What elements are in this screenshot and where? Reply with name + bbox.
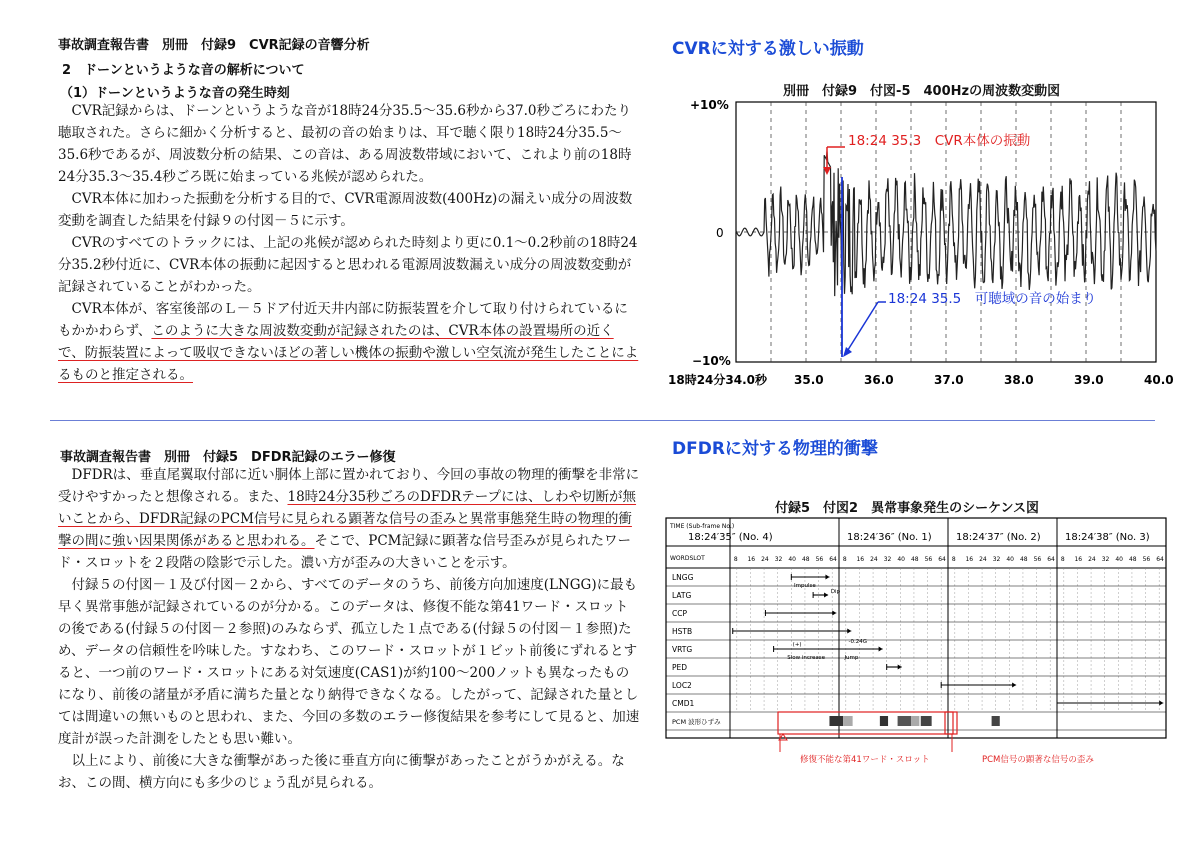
frame-label: 18:24′35″ (No. 4) bbox=[688, 532, 773, 543]
paragraph: CVRのすべてのトラックには、上記の兆候が認められた時刻より更に0.1～0.2秒前の18時24分35.2秒付近に、CVR本体の振動に起因すると思われる電源周波数漏えい成分の周波数変動が記録されていることがわかった。 bbox=[58, 235, 638, 295]
word-slot-label: 24 bbox=[1088, 556, 1096, 563]
blue-marker-leader bbox=[846, 302, 878, 353]
word-slot-label: 8 bbox=[842, 556, 847, 563]
row-label: LNGG bbox=[672, 573, 694, 582]
pcm-distortion-block bbox=[992, 716, 1000, 726]
subsection-heading: （1）ドーンというような音の発生時刻 bbox=[60, 86, 290, 101]
event-arrowhead bbox=[879, 647, 883, 652]
x-tick-label: 36.0 bbox=[864, 373, 894, 387]
y-tick-label: +10% bbox=[690, 98, 729, 112]
event-arrowhead bbox=[1012, 683, 1016, 688]
frame-label: 18:24′37″ (No. 2) bbox=[956, 532, 1041, 543]
event-arrowhead bbox=[1159, 701, 1163, 706]
word-slot-label: 56 bbox=[815, 556, 824, 563]
event-label: Dip bbox=[830, 589, 841, 595]
pcm-distortion-block bbox=[921, 716, 932, 726]
dfdr-body-text bbox=[58, 464, 640, 794]
word-slot-label: 56 bbox=[924, 556, 933, 563]
cvr-chart-title: 別冊 付録9 付図-5 400Hzの周波数変動図 bbox=[783, 84, 1061, 99]
word-slot-label: 40 bbox=[897, 556, 905, 563]
report-header-dfdr: 事故調査報告書 別冊 付録5 DFDR記録のエラー修復 bbox=[60, 450, 396, 465]
row-label: CCP bbox=[672, 609, 687, 618]
report-header-cvr: 事故調査報告書 別冊 付録9 CVR記録の音響分析 bbox=[58, 38, 370, 53]
event-label: Slow increase bbox=[787, 655, 826, 661]
x-tick-label: 35.0 bbox=[794, 373, 824, 387]
word-slot-label: 64 bbox=[829, 556, 837, 563]
paragraph: CVR本体に加わった振動を分析する目的で、CVR電源周波数(400Hz)の漏えい成分の周波数変動を調査した結果を付録９の付図－５に示す。 bbox=[58, 191, 633, 229]
word-slot-label: 32 bbox=[992, 556, 1001, 563]
row-label: CMD1 bbox=[672, 699, 695, 708]
x-tick-label: 39.0 bbox=[1074, 373, 1104, 387]
section-divider bbox=[50, 420, 1155, 421]
cvr-section-title: CVRに対する激しい振動 bbox=[672, 39, 864, 59]
dfdr-sequence-chart bbox=[664, 516, 1172, 776]
pcm-light-distortion bbox=[843, 716, 853, 726]
word-slot-label: 32 bbox=[883, 556, 892, 563]
word-slot-label: 64 bbox=[1156, 556, 1164, 563]
row-label: HSTB bbox=[672, 627, 693, 636]
word-slot-label: 16 bbox=[965, 556, 974, 563]
word-slot-label: 40 bbox=[788, 556, 796, 563]
word-slot-label: 56 bbox=[1033, 556, 1042, 563]
word-slot-label: 16 bbox=[1074, 556, 1083, 563]
frame-label: 18:24′38″ (No. 3) bbox=[1065, 532, 1150, 543]
pcm-distortion-block bbox=[880, 716, 888, 726]
word-slot-label: 8 bbox=[1060, 556, 1065, 563]
word-slot-label: 48 bbox=[1128, 556, 1137, 563]
event-arrowhead bbox=[825, 575, 829, 580]
paragraph bbox=[58, 464, 640, 574]
row-label: VRTG bbox=[672, 645, 693, 654]
word-slot-label: 24 bbox=[761, 556, 769, 563]
time-header: TIME (Sub-frame No.) bbox=[670, 523, 735, 530]
distortion-box bbox=[945, 712, 957, 734]
word-slot-label: 32 bbox=[774, 556, 783, 563]
cvr-frequency-chart bbox=[660, 95, 1180, 395]
paragraph: 以上により、前後に大きな衝撃があった後に垂直方向に衝撃があったことがうかがえる。なお、この間、横方向にも多少のじょう乱が見られる。 bbox=[58, 753, 625, 791]
cvr-body-text bbox=[58, 100, 640, 386]
event-label: Impulse bbox=[794, 583, 816, 589]
row-label: PCM 波形ひずみ bbox=[672, 718, 721, 726]
event-arrowhead bbox=[832, 611, 836, 616]
row-label: LOC2 bbox=[672, 681, 692, 690]
word-slot-label: 48 bbox=[910, 556, 919, 563]
word-slot-label: 48 bbox=[801, 556, 810, 563]
dfdr-chart-title: 付録5 付図2 異常事象発生のシーケンス図 bbox=[775, 501, 1040, 516]
event-arrowhead bbox=[847, 629, 851, 634]
annotation-unrecoverable: 修復不能な第41ワード・スロット bbox=[800, 755, 930, 765]
red-annotation: 18:24 35.3 CVR本体の振動 bbox=[848, 133, 1031, 149]
annotation-distortion: PCM信号の顕著な信号の歪み bbox=[982, 755, 1094, 765]
event-label: (+) bbox=[792, 642, 802, 648]
y-tick-label: 0 bbox=[716, 226, 724, 240]
highlighted-conclusion: このように大きな周波数変動が記録されたのは、CVR本体の設置場所の近くで、防振装置によって吸収できないほどの著しい機体の振動や激しい空気流が発生したことによるものと推定される。 bbox=[58, 323, 639, 383]
x-tick-label: 40.0 bbox=[1144, 373, 1174, 387]
x-tick-label: 38.0 bbox=[1004, 373, 1034, 387]
pcm-distortion-block bbox=[898, 716, 912, 726]
word-slot-label: 8 bbox=[733, 556, 738, 563]
paragraph: CVR記録からは、ドーンというような音が18時24分35.5～35.6秒から37.0秒ごろにわたり聴取された。さらに細かく分析すると、最初の音の始まりは、耳で聴く限り18時24分35.5～35.6秒であるが、周波数分析の結果、この音は、ある周波数帯域において、これより前の18時24分35.3～35.4秒ごろ既に始まっている兆候が認められた。 bbox=[58, 103, 632, 185]
word-slot-label: 16 bbox=[747, 556, 756, 563]
word-slot-label: 32 bbox=[1101, 556, 1110, 563]
paragraph-text: CVR本体が、客室後部のＬ－５ドア付近天井内部に防振装置を介して取り付けられているにもかかわらず、 bbox=[58, 301, 628, 339]
word-slot-label: 8 bbox=[951, 556, 956, 563]
word-slot-label: 40 bbox=[1006, 556, 1014, 563]
event-label: -0.24G bbox=[848, 639, 868, 645]
y-tick-label: −10% bbox=[692, 354, 731, 368]
event-arrowhead bbox=[898, 665, 902, 670]
row-label: PED bbox=[672, 663, 688, 672]
word-slot-label: 24 bbox=[979, 556, 987, 563]
wordslot-header: WORDSLOT bbox=[670, 555, 705, 562]
event-arrowhead bbox=[824, 593, 828, 598]
frame-label: 18:24′36″ (No. 1) bbox=[847, 532, 932, 543]
paragraph-text: そこで、PCM記録に顕著な信号歪みが見られたワード・スロットを２段階の陰影で示した。濃い方が歪みの大きいことを示す。 bbox=[58, 533, 631, 571]
section-heading: 2 ドーンというような音の解析について bbox=[62, 63, 305, 78]
paragraph bbox=[58, 298, 640, 386]
row-label: LATG bbox=[672, 591, 692, 600]
pcm-light-distortion bbox=[911, 716, 919, 726]
x-tick-label: 18時24分34.0秒 bbox=[668, 373, 768, 387]
word-slot-label: 16 bbox=[856, 556, 865, 563]
paragraph: 付録５の付図－１及び付図－２から、すべてのデータのうち、前後方向加速度(LNGG)に最も早く異常事態が記録されているのが分かる。このデータは、修復不能な第41ワード・スロットの後である(付録５の付図－２参照)のみならず、孤立した１点である(付録５の付図－１参照)ため、データの信頼性を吟味した。すなわち、このワード・スロットが１ビット前後にずれるとすると、一つ前のワード・スロットにある対気速度(CAS1)が約100～200ノットも異なったものになり、前後の諸量が矛盾に満ちた量となり納得できなくなる。したがって、記録された量としては間違いの無いものと思われ、また、今回の多数のエラー修復結果を参考にして見ると、加速度計が誤った計測をしたとも思い難い。 bbox=[58, 577, 640, 747]
blue-annotation: 18:24 35.5 可聴域の音の始まり bbox=[888, 291, 1097, 307]
pcm-distortion-block bbox=[829, 716, 843, 726]
word-slot-label: 56 bbox=[1142, 556, 1151, 563]
word-slot-label: 64 bbox=[938, 556, 946, 563]
blue-marker-arrow bbox=[843, 347, 852, 357]
word-slot-label: 24 bbox=[870, 556, 878, 563]
highlighted-causal-text: 18時24分35秒ごろのDFDRテープには、しわや切断が無いことから、DFDR記録のPCM信号に見られる顕著な信号の歪みと異常事態発生時の物理的衝撃の間に強い因果関係があると思われる。 bbox=[58, 489, 637, 549]
x-tick-label: 37.0 bbox=[934, 373, 964, 387]
word-slot-label: 40 bbox=[1115, 556, 1123, 563]
event-label: Jump bbox=[844, 655, 859, 661]
dfdr-section-title: DFDRに対する物理的衝撃 bbox=[672, 439, 878, 459]
word-slot-label: 64 bbox=[1047, 556, 1055, 563]
word-slot-label: 48 bbox=[1019, 556, 1028, 563]
paragraph-text: DFDRは、垂直尾翼取付部に近い胴体上部に置かれており、今回の事故の物理的衝撃を非常に受けやすかったと想像される。また、 bbox=[58, 467, 640, 505]
